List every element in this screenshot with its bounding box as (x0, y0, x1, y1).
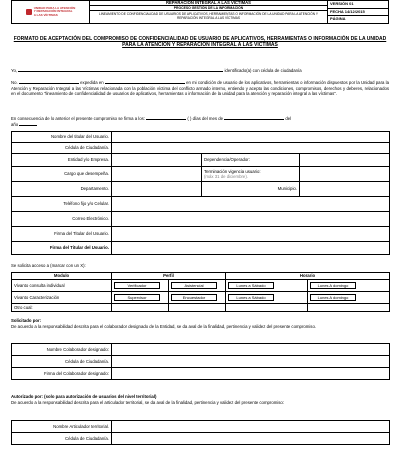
perfil-encuestador-checkbox[interactable]: Encuestador (171, 294, 217, 301)
departamento-field[interactable] (112, 182, 202, 197)
issued-in-blank[interactable] (105, 80, 185, 84)
document-title: FORMATO DE ACEPTACIÓN DEL COMPROMISO DE CONFIDENCIALIDAD DE USUARIO DE APLICATIVOS, HERRAMIENTAS O INFORMACIÓN DE LA UNIDAD PARA LA ATENCIÓN Y REPARACIÓN INTEGRAL A LAS VÍCTIMAS (13, 36, 387, 49)
access-table: Modulo Perfil Horario Vivanto consulta individual Verificador Asistencial Lunes a Sábado Lunes A domingo Vivanto Caracterización Supervisor Encuestador Lunes a Sábado Lunes A domingo Otro cual: (11, 272, 390, 312)
header-page: PÁGINA (330, 16, 346, 22)
logo-mark-icon (26, 9, 32, 15)
horario-lunes-domingo-checkbox-2[interactable]: Lunes A domingo (310, 294, 356, 301)
signature-date-line: En consecuencia de lo anterior el presente compromiso se firma a los: ( ) días del mes de del año (11, 116, 292, 127)
perfil-verificador-checkbox[interactable]: Verificador (114, 282, 160, 289)
solicitado-section: Solicitado por: De acuerdo a la responsabilidad descrita para el colaborador designado de la Entidad, se da aval de la finalidad, pertinencia y validez del presente compromiso. (11, 318, 317, 329)
titular-name-field[interactable] (112, 132, 390, 143)
colaborador-name-field[interactable] (112, 344, 390, 356)
perfil-asistencial-checkbox[interactable]: Asistencial (171, 282, 217, 289)
correo-field[interactable] (112, 212, 390, 227)
header-doc-title: LINEAMIENTO DE CONFIDENCIALIDAD DE USUARIOS DE APLICATIVOS, HERRAMIENTAS O INFORMACIÓN DE LA UNIDAD PARA LA ATENCIÓN Y REPARACIÓN INTEGRAL A LAS VÍCTIMAS (98, 12, 319, 20)
intro-paragraph: No. expedida en en mi condición de usuario de los aplicativos, herramientas o información dispuestos por la Unidad para la Atención y Reparación Integral a las Víctimas relacionada con la población víctima del conflicto armado interno, entiendo y acepto las condiciones, compromisos, derechos y deberes, relacionados en el documento "lineamiento de confidencialidad de usuarios de aplicativos, herramientas o información de la unidad para la atención y reparación integral a las víctimas". (11, 80, 389, 97)
access-heading: Se solicita acceso a (marcar con un X): (11, 263, 86, 268)
firma-field-2[interactable] (112, 242, 390, 255)
header-process: PROCESO GESTIÓN DE LA INFORMACIÓN (90, 6, 327, 11)
telefono-field[interactable] (112, 197, 390, 212)
horario-lunes-sabado-checkbox-2[interactable]: Lunes a Sábado (228, 294, 274, 301)
municipio-field[interactable] (300, 182, 390, 197)
name-blank[interactable] (18, 68, 223, 72)
articulador-name-field[interactable] (112, 421, 390, 433)
dependencia-field[interactable] (300, 154, 390, 167)
articulador-cedula-field[interactable] (112, 433, 390, 445)
firma-field[interactable] (112, 227, 390, 242)
cargo-field[interactable] (112, 167, 202, 182)
terminacion-field[interactable] (300, 167, 390, 182)
intro-line-1: Yo, identificado(a) con cédula de ciudadanía (11, 68, 302, 73)
cedula-field[interactable] (112, 143, 390, 154)
autorizado-table: Nombre Articulador territorial. Cédula de Ciudadanía. (11, 420, 390, 445)
perfil-supervisor-checkbox[interactable]: Supervisor (114, 294, 160, 301)
logo: UNIDAD PARA LA ATENCIÓN Y REPARACIÓN INTEGRAL A LAS VÍCTIMAS (12, 1, 90, 23)
autorizado-section: Autorizado por: (solo para autorización de usuarios del nivel territorial) De acuerdo a la responsabilidad descrita para el articulador territorial, se da aval de la finalidad, pertinencia y validez del presente compromiso: (11, 394, 285, 405)
header-title: REPARACIÓN INTEGRAL A LAS VÍCTIMAS (90, 1, 327, 6)
id-number-blank[interactable] (19, 80, 79, 84)
header-date: FECHA 14/12/2015 (328, 9, 388, 17)
header-version: VERSIÓN 01 (328, 1, 388, 9)
entidad-field[interactable] (112, 154, 202, 167)
colaborador-firma-field[interactable] (112, 368, 390, 380)
colaborador-cedula-field[interactable] (112, 356, 390, 368)
horario-lunes-domingo-checkbox[interactable]: Lunes A domingo (310, 282, 356, 289)
user-form-table: Nombre del titular del Usuario. Cédula de Ciudadanía. Entidad y/o Empresa. Dependencia/Operador: Cargo que desempeña. Terminación vigencia usuario: (máx 31 de diciembre). Departamento. Municipio. Teléfono fijo y/o Celular. Correo Electrónico. Firma del Titular del Usuario. Firma del Titular del Usuario. (11, 131, 390, 255)
horario-lunes-sabado-checkbox[interactable]: Lunes a Sábado (228, 282, 274, 289)
document-header (11, 0, 389, 24)
solicitado-table: Nombre Colaborador designado: Cédula de Ciudadanía. Firma del Colaborador designado: (11, 343, 390, 380)
